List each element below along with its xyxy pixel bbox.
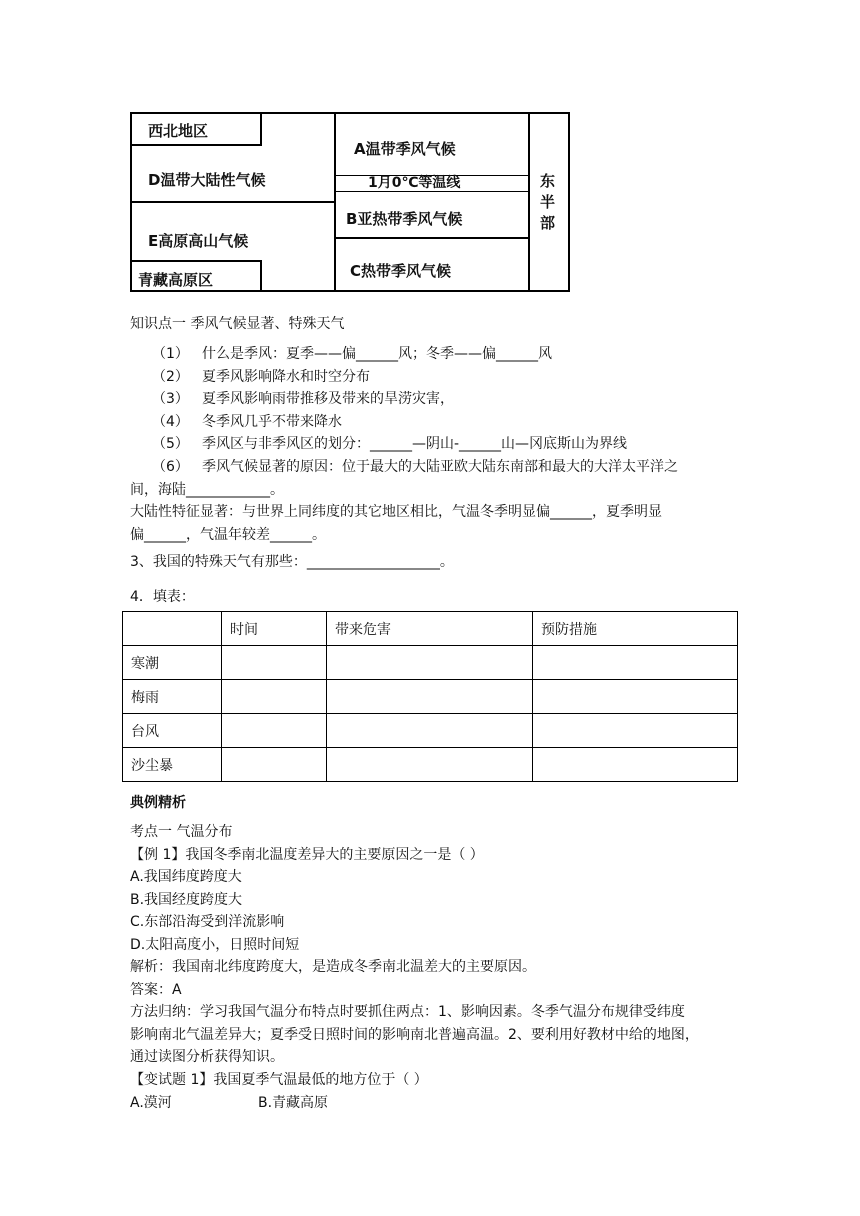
diagram-northwest: 西北地区	[148, 122, 209, 140]
diagram-tibet: 青藏高原区	[138, 271, 214, 289]
item-text: 夏季风影响雨带推移及带来的旱涝灾害，	[202, 391, 454, 407]
table-row-label: 沙尘暴	[123, 748, 222, 782]
method-line-3: 通过读图分析获得知识。	[130, 1049, 284, 1065]
table-blank-cell[interactable]	[222, 748, 327, 782]
table-header-row	[123, 612, 738, 646]
table-blank-cell[interactable]	[327, 680, 533, 714]
diagram-divider	[132, 260, 260, 262]
table-blank-cell[interactable]	[533, 646, 738, 680]
diagram-divider	[336, 191, 528, 192]
kaodian-heading: 考点一 气温分布	[130, 824, 233, 840]
example-question: 【例 1】我国冬季南北温度差异大的主要原因之一是（ ）	[130, 847, 484, 863]
table-blank-cell[interactable]	[327, 646, 533, 680]
diagram-divider	[260, 114, 262, 146]
table-header-cell: 带来危害	[327, 612, 533, 646]
table-header-cell: 预防措施	[533, 612, 738, 646]
diagram-zone-e: E高原高山气候	[148, 232, 249, 250]
section-heading: 知识点一 季风气候显著、特殊天气	[130, 316, 345, 332]
diagram-divider	[528, 114, 530, 290]
table-row	[123, 714, 738, 748]
diagram-divider	[132, 144, 260, 146]
diagram-zone-c: C热带季风气候	[350, 262, 452, 280]
continental-feature-line-1: 大陆性特征显著：与世界上同纬度的其它地区相比，气温冬季明显偏______，夏季明显	[130, 504, 662, 520]
method-line-1: 方法归纳：学习我国气温分布特点时要抓住两点：1、影响因素。冬季气温分布规律受纬度	[130, 1004, 685, 1020]
table-row-label: 寒潮	[123, 646, 222, 680]
table-blank-cell[interactable]	[327, 714, 533, 748]
variant-option-b: B.青藏高原	[258, 1095, 329, 1111]
option-c: C.东部沿海受到洋流影响	[130, 914, 285, 930]
diagram-east-2: 半	[540, 193, 556, 211]
item-number: （2）	[152, 369, 189, 385]
question-4: 4．填表：	[130, 589, 195, 605]
variant-option-a: A.漠河	[130, 1095, 172, 1111]
table-row-label: 梅雨	[123, 680, 222, 714]
table-row	[123, 748, 738, 782]
item-number: （6）	[152, 459, 189, 475]
table-blank-cell[interactable]	[327, 748, 533, 782]
weather-fill-table	[122, 611, 738, 782]
climate-zone-diagram	[130, 112, 570, 292]
table-blank-cell[interactable]	[533, 714, 738, 748]
table-blank-cell[interactable]	[222, 646, 327, 680]
table-blank-cell[interactable]	[222, 714, 327, 748]
item-text: 什么是季风：夏季——偏______风；冬季——偏______风	[202, 346, 552, 362]
table-header-cell	[123, 612, 222, 646]
diagram-zone-a: A温带季风气候	[354, 140, 456, 158]
table-row-label: 台风	[123, 714, 222, 748]
table-row	[123, 680, 738, 714]
item-number: （4）	[152, 414, 189, 430]
continental-feature-line-2: 偏______，气温年较差______。	[130, 527, 326, 543]
diagram-east-1: 东	[540, 172, 556, 190]
diagram-zone-d: D温带大陆性气候	[148, 171, 266, 189]
table-blank-cell[interactable]	[533, 748, 738, 782]
option-a: A.我国纬度跨度大	[130, 869, 242, 885]
option-d: D.太阳高度小，日照时间短	[130, 937, 300, 953]
diagram-divider	[260, 260, 262, 290]
table-header-cell: 时间	[222, 612, 327, 646]
item-text: 冬季风几乎不带来降水	[202, 414, 342, 430]
diagram-divider	[334, 114, 336, 290]
item-number: （1）	[152, 346, 189, 362]
diagram-east-3: 部	[540, 214, 556, 232]
item-text: 季风气候显著的原因：位于最大的大陆亚欧大陆东南部和最大的大洋太平洋之	[202, 459, 678, 475]
question-3: 3、我国的特殊天气有那些：___________________。	[130, 554, 454, 570]
table-blank-cell[interactable]	[222, 680, 327, 714]
item-text: 季风区与非季风区的划分：______—阴山-______山—冈底斯山为界线	[202, 436, 628, 452]
item-text-continued: 间，海陆____________。	[130, 482, 284, 498]
examples-heading: 典例精析	[130, 795, 186, 811]
diagram-divider	[132, 201, 334, 203]
option-b: B.我国经度跨度大	[130, 892, 243, 908]
variant-question: 【变试题 1】我国夏季气温最低的地方位于（ ）	[130, 1072, 428, 1088]
table-blank-cell[interactable]	[533, 680, 738, 714]
table-row	[123, 646, 738, 680]
item-number: （5）	[152, 436, 189, 452]
item-number: （3）	[152, 391, 189, 407]
diagram-isotherm: 1月0℃等温线	[368, 175, 461, 191]
method-line-2: 影响南北气温差异大；夏季受日照时间的影响南北普遍高温。2、要利用好教材中给的地图，	[130, 1027, 699, 1043]
diagram-zone-b: B亚热带季风气候	[346, 210, 463, 228]
item-text: 夏季风影响降水和时空分布	[202, 369, 370, 385]
answer-text: 答案：A	[130, 982, 182, 998]
analysis-text: 解析：我国南北纬度跨度大，是造成冬季南北温差大的主要原因。	[130, 959, 536, 975]
diagram-divider	[336, 237, 528, 239]
